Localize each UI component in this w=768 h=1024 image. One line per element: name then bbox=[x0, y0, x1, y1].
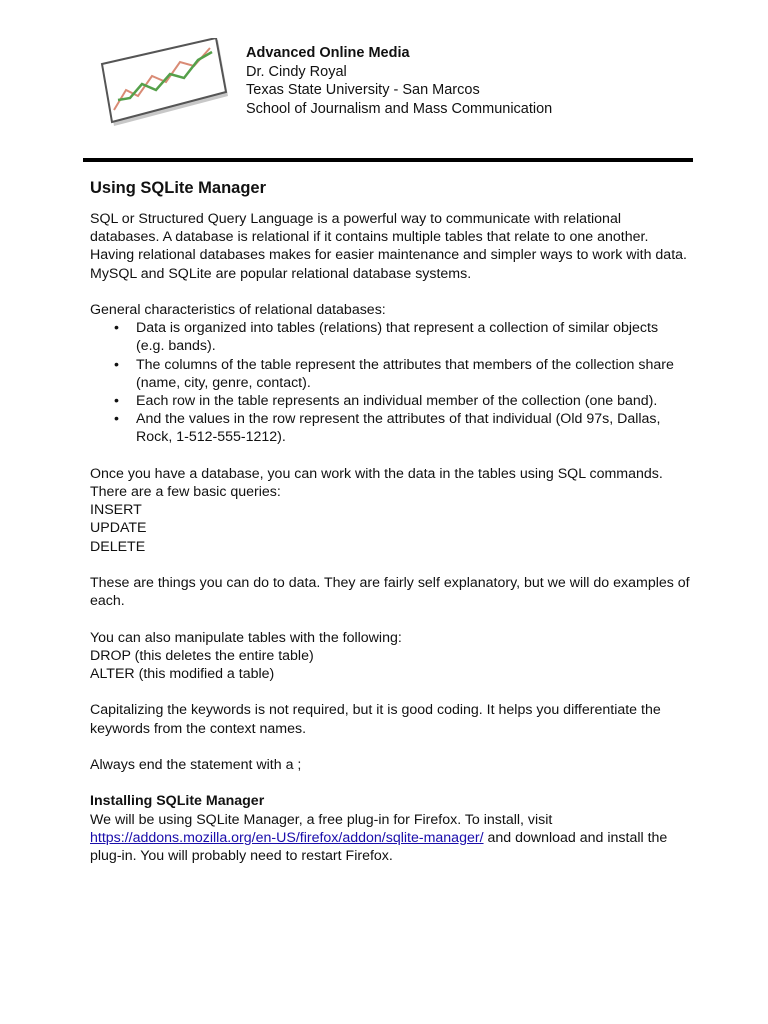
header-divider bbox=[83, 158, 693, 162]
author-name: Dr. Cindy Royal bbox=[246, 63, 347, 80]
table-commands-list bbox=[90, 647, 690, 683]
page-title: Using SQLite Manager bbox=[90, 179, 267, 197]
list-item: • And the values in the row represent the attributes of that individual (Old 97s, Dallas, Rock, 1-512-555-1212). bbox=[136, 410, 690, 446]
command-drop: DROP (this deletes the entire table) bbox=[90, 647, 314, 664]
school-name: School of Journalism and Mass Communication bbox=[246, 100, 553, 117]
list-item: • Data is organized into tables (relations) that represent a collection of similar objects (e.g. bands). bbox=[136, 319, 690, 355]
install-heading: Installing SQLite Manager bbox=[90, 793, 265, 810]
install-text-before: We will be using SQLite Manager, a free plug-in for Firefox. To install, visit bbox=[90, 811, 553, 828]
query-insert: INSERT bbox=[90, 502, 142, 519]
line-chart-logo-icon bbox=[100, 38, 232, 128]
course-title: Advanced Online Media bbox=[246, 45, 410, 61]
list-item: • Each row in the table represents an individual member of the collection (one band). bbox=[136, 392, 690, 410]
university-name: Texas State University - San Marcos bbox=[246, 82, 480, 98]
queries-note: These are things you can do to data. They are fairly self explanatory, but we will do examples of each. bbox=[90, 575, 690, 610]
query-update: UPDATE bbox=[90, 520, 147, 537]
command-alter: ALTER (this modified a table) bbox=[90, 666, 275, 683]
queries-list bbox=[90, 501, 690, 556]
install-paragraph bbox=[90, 811, 690, 866]
characteristics-list bbox=[90, 319, 690, 446]
capitalization-note: Capitalizing the keywords is not required, but it is good coding. It helps you differentiate the keywords from the context names. bbox=[90, 702, 661, 737]
characteristics-lead: General characteristics of relational databases: bbox=[90, 302, 386, 318]
queries-lead: Once you have a database, you can work with the data in the tables using SQL commands. There are a few basic queries: bbox=[90, 465, 663, 501]
sqlite-manager-addon-link[interactable]: https://addons.mozilla.org/en-US/firefox/addon/sqlite-manager/ bbox=[90, 829, 484, 846]
tables-lead: You can also manipulate tables with the following: bbox=[90, 629, 402, 646]
statement-note: Always end the statement with a ; bbox=[90, 757, 302, 773]
document-header bbox=[246, 44, 552, 118]
list-item: • The columns of the table represent the attributes that members of the collection share (name, city, genre, contact). bbox=[136, 356, 690, 392]
query-delete: DELETE bbox=[90, 538, 146, 555]
intro-paragraph: SQL or Structured Query Language is a powerful way to communicate with relational databases. A database is relational if it contains multiple tables that relate to one another. Having relational databases makes for easier maintenance and simpler ways to work with data. MySQL and SQLite are popular relational database systems. bbox=[90, 211, 687, 282]
document-body bbox=[90, 178, 690, 865]
install-text-after: and download and install the plug-in. You will probably need to restart Firefox. bbox=[90, 829, 668, 864]
